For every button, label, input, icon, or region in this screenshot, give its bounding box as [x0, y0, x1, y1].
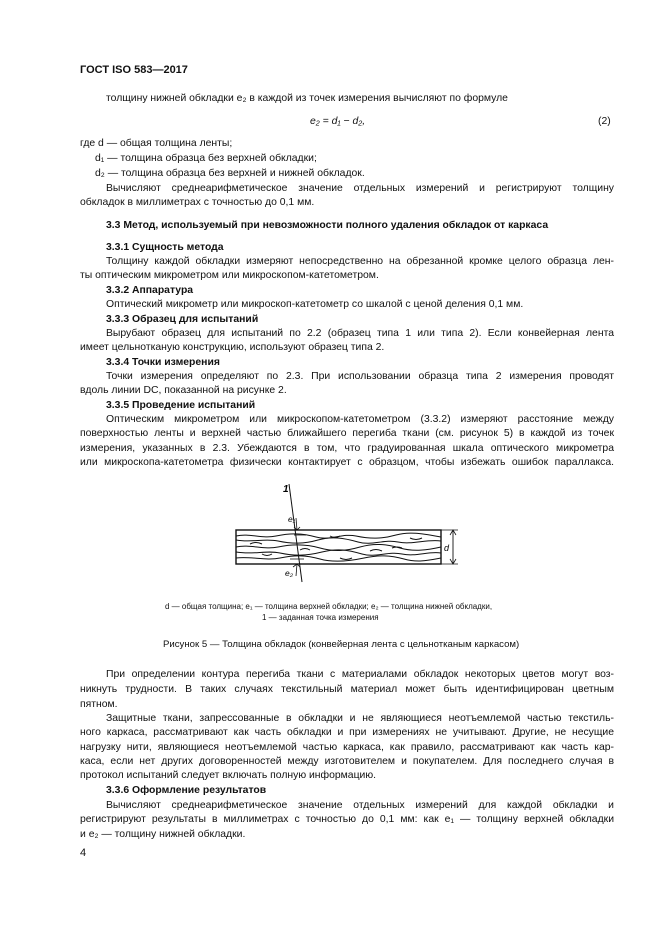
figure-legend: d — общая толщина; e₁ — толщина верхней обкладки; e₂ — толщина нижней обкладки,	[165, 602, 493, 611]
text-line: обкладок в миллиметрах с точностью до 0,1 мм.	[80, 197, 315, 208]
text-line: Вырубают образец для испытаний по 2.2 (образец типа 1 или типа 2). Если конвейерная лента	[106, 328, 614, 339]
text-line: ного каркаса, рассматривают как часть обкладки и при измерениях не учитывают. Другие, не несущие	[80, 727, 614, 738]
text-line: При определении контура перегиба ткани с материалами обкладок некоторых цветов могут воз-	[106, 669, 614, 680]
text-line: каса, если нет других договоренностей между изготовителем и покупателем. Для последнего случая в	[80, 756, 614, 767]
text-line: Оптический микрометр или микроскоп-катетометр со шкалой с ценой деления 0,1 мм.	[106, 299, 524, 310]
subsection-heading: 3.3.5 Проведение испытаний	[106, 400, 256, 411]
formula: e₂ = d₁ − d₂,	[310, 116, 366, 127]
where-item: d₂ — толщина образца без верхней и нижней обкладок.	[95, 168, 365, 179]
label-measuring-point: 1	[283, 484, 289, 495]
label-d: d	[444, 543, 450, 553]
subsection-heading: 3.3.6 Оформление результатов	[106, 785, 267, 796]
label-e1: e₁	[288, 514, 296, 524]
e2-arrow	[293, 564, 300, 576]
text-line: нагрузку нити, являющиеся неотъемлемой частью каркаса, как правило, рассматривают как часть кар-	[80, 742, 614, 753]
text-line: поверхностью ленты и верхней частью ближайшего перегиба ткани (см. рисунок 5) в каждой из точек	[80, 428, 614, 439]
formula-number: (2)	[598, 116, 611, 127]
weave-line	[236, 533, 441, 538]
text-line: и e₂ — толщину нижней обкладки.	[80, 829, 246, 840]
text-line: Вычисляют среднеарифметическое значение отдельных измерений и регистрируют толщину	[106, 183, 614, 194]
text-line: пятном.	[80, 699, 118, 710]
text-line: вдоль линии DC, показанной на рисунке 2.	[80, 385, 287, 396]
text-line: ты оптическим микрометром или микроскопом-катетометром.	[80, 270, 379, 281]
text-line: Толщину каждой обкладки измеряют непосредственно на обрезанной кромке целого образца лен-	[106, 256, 614, 267]
text-line: протокол испытаний следует включать полную информацию.	[80, 770, 377, 781]
text-line: измерения, указанных в 2.3. Убеждаются в том, что градуированная шкала оптического микрометра	[80, 443, 614, 454]
text-line: Вычисляют среднеарифметическое значение отдельных измерений для каждой обкладки и	[106, 800, 614, 811]
document-header: ГОСТ ISO 583—2017	[80, 64, 188, 76]
subsection-heading: 3.3.3 Образец для испытаний	[106, 314, 259, 325]
text-line: имеет цельнотканую конструкцию, используют образец типа 2.	[80, 342, 385, 353]
subsection-heading: 3.3.1 Сущность метода	[106, 242, 224, 253]
text-line: или микроскопа-катетометра физически контактирует с образцом, чтобы избежать ошибок параллакса.	[80, 457, 614, 468]
figure-legend: 1 — заданная точка измерения	[262, 613, 379, 622]
page-number: 4	[80, 847, 87, 859]
section-heading: 3.3 Метод, используемый при невозможности полного удаления обкладок от каркаса	[106, 220, 549, 231]
text-line: толщину нижней обкладки e₂ в каждой из точек измерения вычисляют по формуле	[106, 93, 508, 104]
figure-caption: Рисунок 5 — Толщина обкладок (конвейерная лента с цельнотканым каркасом)	[163, 639, 520, 650]
text-line: регистрируют результаты в миллиметрах с точностью до 0,1 мм: как e₁ — толщину верхней обкладки	[80, 814, 614, 825]
figure-belt-cross-section	[0, 478, 661, 608]
subsection-heading: 3.3.2 Аппаратура	[106, 285, 194, 296]
label-e2: e₂	[285, 568, 293, 578]
text-line: никнуть трудности. В таких случаях текстильный материал может быть идентифицирован цветным	[80, 684, 614, 695]
text-line: Точки измерения определяют по 2.3. При использовании образца типа 2 измерения проводят	[106, 371, 614, 382]
where-item: d₁ — толщина образца без верхней обкладки;	[95, 153, 317, 164]
subsection-heading: 3.3.4 Точки измерения	[106, 357, 220, 368]
text-line: Защитные ткани, запрессованные в обкладки и не являющиеся неотъемлемой частью текстиль-	[106, 713, 614, 724]
text-line: Оптическим микрометром или микроскопом-катетометром (3.3.2) измеряют расстояние между	[106, 414, 614, 425]
where-item: где d — общая толщина ленты;	[80, 138, 233, 149]
weave-line	[236, 556, 441, 561]
